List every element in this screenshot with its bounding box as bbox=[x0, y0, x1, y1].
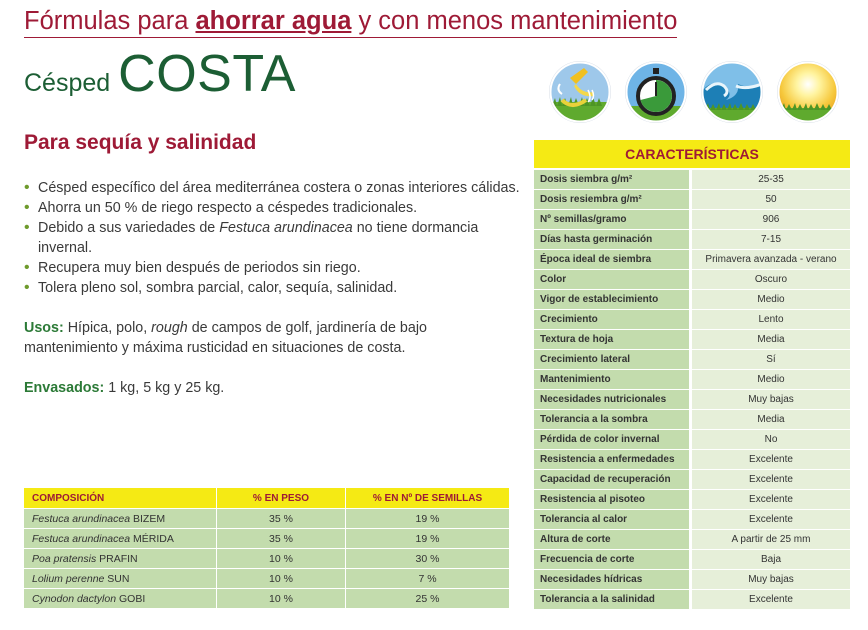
characteristic-value: Media bbox=[692, 330, 850, 349]
characteristic-label: Nº semillas/gramo bbox=[534, 210, 692, 229]
table-row bbox=[534, 250, 850, 269]
list-item: • Tolera pleno sol, sombra parcial, calor, sequía, salinidad. bbox=[24, 278, 524, 298]
characteristic-value: Primavera avanzada - verano bbox=[692, 250, 850, 269]
table-row bbox=[534, 530, 850, 549]
product-title bbox=[24, 44, 296, 104]
headline bbox=[24, 6, 677, 38]
stopwatch-icon bbox=[624, 60, 688, 124]
table-row bbox=[534, 270, 850, 289]
characteristics-table bbox=[534, 169, 850, 610]
table-row bbox=[534, 450, 850, 469]
characteristic-label: Dosis resiembra g/m² bbox=[534, 190, 692, 209]
characteristic-value: Lento bbox=[692, 310, 850, 329]
table-row bbox=[534, 210, 850, 229]
usos-paragraph: Usos: Hípica, polo, rough de campos de golf, jardinería de bajo mantenimiento y máxima rusticidad en situaciones de costa. bbox=[24, 320, 427, 356]
characteristic-label: Vigor de establecimiento bbox=[534, 290, 692, 309]
characteristic-label: Resistencia al pisoteo bbox=[534, 490, 692, 509]
characteristic-label: Necesidades hídricas bbox=[534, 570, 692, 589]
characteristic-label: Días hasta germinación bbox=[534, 230, 692, 249]
characteristic-label: Color bbox=[534, 270, 692, 289]
characteristic-value: Excelente bbox=[692, 470, 850, 489]
sea-wave-icon bbox=[700, 60, 764, 124]
table-row: Festuca arundinacea MÉRIDA 35 % 19 % bbox=[24, 529, 510, 548]
headline-pre: Fórmulas para bbox=[24, 7, 196, 35]
characteristic-label: Mantenimiento bbox=[534, 370, 692, 389]
characteristic-value: A partir de 25 mm bbox=[692, 530, 850, 549]
table-row bbox=[534, 330, 850, 349]
table-row bbox=[534, 590, 850, 609]
table-row bbox=[534, 350, 850, 369]
characteristic-value: Muy bajas bbox=[692, 390, 850, 409]
envasados-paragraph bbox=[24, 378, 224, 398]
watering-can-icon bbox=[548, 60, 612, 124]
characteristic-value: Muy bajas bbox=[692, 570, 850, 589]
envasados-label: Envasados: bbox=[24, 380, 105, 396]
list-item: • Ahorra un 50 % de riego respecto a céspedes tradicionales. bbox=[24, 198, 524, 218]
characteristic-label: Dosis siembra g/m² bbox=[534, 170, 692, 189]
table-row bbox=[534, 470, 850, 489]
table-row bbox=[534, 390, 850, 409]
product-name: COSTA bbox=[118, 45, 296, 103]
table-row: Festuca arundinacea BIZEM 35 % 19 % bbox=[24, 509, 510, 528]
characteristic-label: Pérdida de color invernal bbox=[534, 430, 692, 449]
table-row bbox=[534, 170, 850, 189]
characteristic-label: Frecuencia de corte bbox=[534, 550, 692, 569]
characteristic-value: Sí bbox=[692, 350, 850, 369]
characteristic-label: Altura de corte bbox=[534, 530, 692, 549]
characteristic-label: Necesidades nutricionales bbox=[534, 390, 692, 409]
table-row bbox=[534, 230, 850, 249]
characteristic-label: Crecimiento lateral bbox=[534, 350, 692, 369]
table-row bbox=[534, 430, 850, 449]
characteristic-label: Tolerancia a la sombra bbox=[534, 410, 692, 429]
characteristic-label: Textura de hoja bbox=[534, 330, 692, 349]
table-row: Cynodon dactylon GOBI 10 % 25 % bbox=[24, 589, 510, 608]
characteristic-label: Tolerancia a la salinidad bbox=[534, 590, 692, 609]
characteristic-label: Tolerancia al calor bbox=[534, 510, 692, 529]
table-row: Poa pratensis PRAFIN 10 % 30 % bbox=[24, 549, 510, 568]
headline-post: y con menos mantenimiento bbox=[351, 7, 678, 35]
table-row bbox=[534, 550, 850, 569]
list-item: • Césped específico del área mediterránea costera o zonas interiores cálidas. bbox=[24, 178, 524, 198]
table-row bbox=[534, 290, 850, 309]
table-row bbox=[534, 410, 850, 429]
characteristic-label: Crecimiento bbox=[534, 310, 692, 329]
table-row bbox=[534, 370, 850, 389]
subtitle: Para sequía y salinidad bbox=[24, 131, 257, 154]
column-header: % EN PESO bbox=[217, 488, 346, 508]
characteristic-value: 7-15 bbox=[692, 230, 850, 249]
table-row bbox=[534, 190, 850, 209]
characteristic-value: Baja bbox=[692, 550, 850, 569]
characteristic-value: Excelente bbox=[692, 450, 850, 469]
characteristic-label: Época ideal de siembra bbox=[534, 250, 692, 269]
column-header: % EN Nº DE SEMILLAS bbox=[346, 488, 510, 508]
table-row: Lolium perenne SUN 10 % 7 % bbox=[24, 569, 510, 588]
table-row bbox=[534, 310, 850, 329]
characteristic-value: Excelente bbox=[692, 510, 850, 529]
characteristic-value: Medio bbox=[692, 370, 850, 389]
usos-label: Usos: bbox=[24, 320, 64, 336]
table-row bbox=[534, 490, 850, 509]
characteristic-label: Resistencia a enfermedades bbox=[534, 450, 692, 469]
table-row bbox=[534, 570, 850, 589]
characteristic-value: Medio bbox=[692, 290, 850, 309]
composition-table bbox=[24, 487, 510, 609]
characteristic-label: Capacidad de recuperación bbox=[534, 470, 692, 489]
characteristic-value: 50 bbox=[692, 190, 850, 209]
product-prefix: Césped bbox=[24, 69, 111, 97]
characteristic-value: 25-35 bbox=[692, 170, 850, 189]
table-header-row bbox=[24, 488, 510, 508]
benefits-list bbox=[24, 178, 524, 298]
characteristics-title: CARACTERÍSTICAS bbox=[534, 140, 850, 168]
list-item: • Recupera muy bien después de periodos sin riego. bbox=[24, 258, 524, 278]
feature-icons bbox=[548, 60, 840, 124]
column-header: COMPOSICIÓN bbox=[24, 488, 217, 508]
characteristic-value: Media bbox=[692, 410, 850, 429]
characteristic-value: No bbox=[692, 430, 850, 449]
table-row bbox=[534, 510, 850, 529]
envasados-text: 1 kg, 5 kg y 25 kg. bbox=[104, 380, 225, 396]
sun-icon bbox=[776, 60, 840, 124]
headline-emphasis: ahorrar agua bbox=[195, 7, 352, 35]
characteristic-value: Oscuro bbox=[692, 270, 850, 289]
characteristic-value: Excelente bbox=[692, 490, 850, 509]
list-item: • Debido a sus variedades de Festuca arundinacea no tiene dormancia invernal. bbox=[24, 218, 524, 258]
characteristic-value: Excelente bbox=[692, 590, 850, 609]
characteristic-value: 906 bbox=[692, 210, 850, 229]
